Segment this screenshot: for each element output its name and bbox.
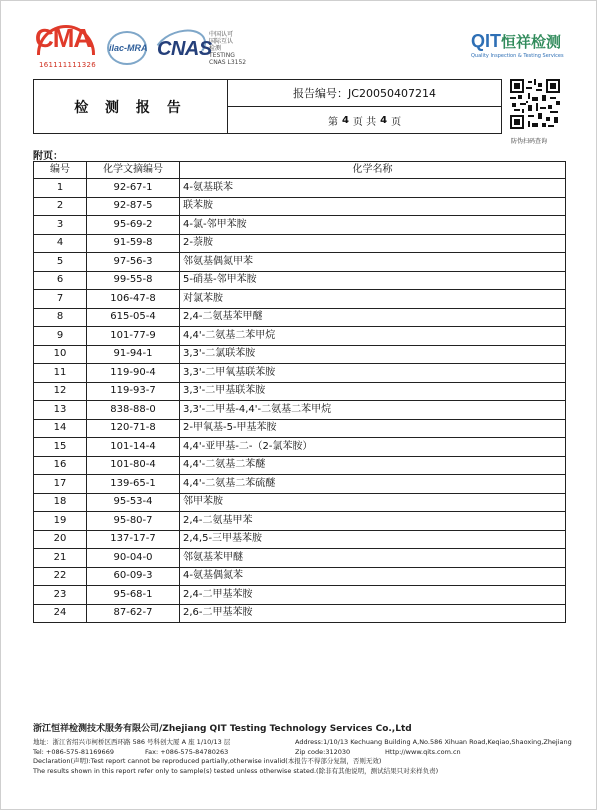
table-row [34, 549, 566, 568]
footer-fax: Fax: +086-575-84780263 [145, 747, 229, 756]
row-number: 14 [34, 419, 87, 438]
row-chemical-name: 5-硝基-邻甲苯胺 [180, 271, 566, 290]
row-cas-number: 101-14-4 [87, 438, 180, 457]
row-cas-number: 91-94-1 [87, 345, 180, 364]
row-chemical-name: 4,4'-二氨基二苯醚 [180, 456, 566, 475]
row-chemical-name: 2,4,5-三甲基苯胺 [180, 530, 566, 549]
cnas-line: CNAS L3152 [209, 59, 247, 66]
report-header-box [33, 79, 502, 134]
row-cas-number: 95-80-7 [87, 512, 180, 531]
qr-caption: 防伪扫码查询 [511, 138, 548, 145]
row-number: 8 [34, 308, 87, 327]
footer-tel: Tel: +086-575-81169669 [33, 747, 114, 756]
table-row [34, 216, 566, 235]
row-number: 12 [34, 382, 87, 401]
table-row [34, 327, 566, 346]
row-chemical-name: 2-萘胺 [180, 234, 566, 253]
row-number: 3 [34, 216, 87, 235]
footer-web: Http://www.qits.com.cn [385, 747, 461, 756]
report-number [228, 80, 501, 107]
footer-declaration: Declaration(声明):Test report cannot be reproduced partially,otherwise invalid(本报告不得部分复制，否则无效) [33, 757, 382, 765]
chemical-table-body [34, 179, 566, 623]
cnas-line: 检测 [209, 45, 222, 52]
table-row [34, 364, 566, 383]
table-row [34, 382, 566, 401]
cnas-line: 中国认可 [209, 31, 234, 38]
row-number: 10 [34, 345, 87, 364]
row-chemical-name: 4,4'-亚甲基-二-（2-氯苯胺） [180, 438, 566, 457]
row-number: 2 [34, 197, 87, 216]
row-number: 20 [34, 530, 87, 549]
footer-address-cn: 地址：浙江省绍兴市柯桥区西环路 586 号科创大厦 A 座 1/10/13 层 [33, 738, 231, 746]
row-chemical-name: 2,4-二甲基苯胺 [180, 586, 566, 605]
table-header-row [34, 162, 566, 179]
row-chemical-name: 4-氯-邻甲苯胺 [180, 216, 566, 235]
table-row [34, 456, 566, 475]
row-chemical-name: 2,4-二氨基甲苯 [180, 512, 566, 531]
footer-results-note: The results shown in this report refer only to sample(s) tested unless otherwise stated.(除非有其他说明，测试结果只对来样负责) [33, 766, 439, 775]
row-chemical-name: 2,6-二甲基苯胺 [180, 604, 566, 623]
report-number-label: 报告编号： [293, 87, 349, 100]
row-number: 9 [34, 327, 87, 346]
table-row [34, 308, 566, 327]
row-number: 17 [34, 475, 87, 494]
row-cas-number: 119-93-7 [87, 382, 180, 401]
cnas-line: TESTING [209, 52, 235, 59]
row-chemical-name: 邻氨基苯甲醚 [180, 549, 566, 568]
row-cas-number: 99-55-8 [87, 271, 180, 290]
page-prefix: 第 [327, 116, 338, 128]
row-number: 1 [34, 179, 87, 198]
footer-address-row [33, 738, 573, 748]
page-indicator [228, 107, 501, 133]
table-row [34, 512, 566, 531]
table-row [34, 234, 566, 253]
row-cas-number: 95-69-2 [87, 216, 180, 235]
cma-logo-text: CMA [35, 23, 92, 53]
cma-number: 161111111326 [39, 61, 97, 69]
row-cas-number: 87-62-7 [87, 604, 180, 623]
page-mid: 页 共 [352, 116, 377, 128]
column-header-number: 编号 [34, 162, 87, 179]
report-number-value: JC20050407214 [348, 86, 436, 100]
row-number: 21 [34, 549, 87, 568]
row-cas-number: 92-87-5 [87, 197, 180, 216]
footer-contact-row [33, 748, 573, 758]
row-cas-number: 137-17-7 [87, 530, 180, 549]
footer-address-en: Address:1/10/13 Kechuang Building A,No.586 Xihuan Road,Keqiao,Shaoxing,Zhejiang [295, 738, 572, 746]
row-chemical-name: 4-氨基偶氮苯 [180, 567, 566, 586]
row-number: 5 [34, 253, 87, 272]
cnas-accreditation-text [209, 31, 246, 66]
row-chemical-name: 3,3'-二甲基联苯胺 [180, 382, 566, 401]
row-number: 7 [34, 290, 87, 309]
page-total: 4 [380, 114, 388, 126]
row-cas-number: 139-65-1 [87, 475, 180, 494]
table-row [34, 345, 566, 364]
row-number: 19 [34, 512, 87, 531]
qr-code-icon[interactable] [510, 79, 560, 129]
table-row [34, 197, 566, 216]
cma-logo [35, 23, 97, 71]
qit-logo-name [471, 31, 564, 52]
row-cas-number: 95-53-4 [87, 493, 180, 512]
table-row [34, 586, 566, 605]
row-cas-number: 120-71-8 [87, 419, 180, 438]
row-number: 11 [34, 364, 87, 383]
row-number: 16 [34, 456, 87, 475]
row-cas-number: 91-59-8 [87, 234, 180, 253]
qit-name: 恒祥检测 [501, 33, 562, 51]
row-chemical-name: 4,4'-二氨基二苯硫醚 [180, 475, 566, 494]
table-row [34, 401, 566, 420]
page-current: 4 [341, 114, 349, 126]
row-chemical-name: 邻氨基偶氮甲苯 [180, 253, 566, 272]
table-row [34, 253, 566, 272]
row-cas-number: 615-05-4 [87, 308, 180, 327]
cnas-line: 国际互认 [209, 38, 234, 45]
report-title: 检 测 报 告 [34, 80, 228, 133]
table-row [34, 438, 566, 457]
ilac-mra-logo [103, 31, 151, 67]
row-number: 13 [34, 401, 87, 420]
row-number: 23 [34, 586, 87, 605]
row-number: 18 [34, 493, 87, 512]
appendix-label: 附页： [33, 151, 63, 162]
table-row [34, 530, 566, 549]
row-chemical-name: 3,3'-二甲基-4,4'-二氨基二苯甲烷 [180, 401, 566, 420]
column-header-cas: 化学文摘编号 [87, 162, 180, 179]
row-chemical-name: 3,3'-二氯联苯胺 [180, 345, 566, 364]
table-row [34, 604, 566, 623]
row-chemical-name: 2-甲氧基-5-甲基苯胺 [180, 419, 566, 438]
row-cas-number: 90-04-0 [87, 549, 180, 568]
footer-zip: Zip code:312030 [295, 747, 351, 756]
row-number: 6 [34, 271, 87, 290]
row-cas-number: 101-80-4 [87, 456, 180, 475]
row-cas-number: 106-47-8 [87, 290, 180, 309]
qit-tagline: Quality Inspection & Testing Services [471, 53, 564, 59]
cnas-logo [153, 29, 212, 69]
row-chemical-name: 2,4-二氨基苯甲醚 [180, 308, 566, 327]
ilac-logo-text: ilac-MRA [109, 43, 148, 53]
table-row [34, 179, 566, 198]
row-cas-number: 95-68-1 [87, 586, 180, 605]
footer [33, 721, 573, 776]
table-row [34, 419, 566, 438]
row-chemical-name: 邻甲苯胺 [180, 493, 566, 512]
table-row [34, 290, 566, 309]
row-cas-number: 92-67-1 [87, 179, 180, 198]
cnas-logo-text: CNAS [157, 38, 212, 60]
page-suffix: 页 [391, 116, 402, 128]
row-chemical-name: 4,4'-二氨基二苯甲烷 [180, 327, 566, 346]
row-number: 24 [34, 604, 87, 623]
qit-logo [471, 31, 564, 59]
row-cas-number: 97-56-3 [87, 253, 180, 272]
row-number: 4 [34, 234, 87, 253]
table-row [34, 475, 566, 494]
table-row [34, 271, 566, 290]
column-header-chemical-name: 化学名称 [180, 162, 566, 179]
table-row [34, 567, 566, 586]
row-number: 15 [34, 438, 87, 457]
row-chemical-name: 4-氨基联苯 [180, 179, 566, 198]
qit-prefix: QIT [471, 31, 501, 51]
row-chemical-name: 联苯胺 [180, 197, 566, 216]
row-cas-number: 60-09-3 [87, 567, 180, 586]
row-cas-number: 838-88-0 [87, 401, 180, 420]
row-cas-number: 119-90-4 [87, 364, 180, 383]
chemical-table [33, 161, 566, 623]
row-chemical-name: 对氯苯胺 [180, 290, 566, 309]
row-cas-number: 101-77-9 [87, 327, 180, 346]
row-chemical-name: 3,3'-二甲氧基联苯胺 [180, 364, 566, 383]
row-number: 22 [34, 567, 87, 586]
footer-company: 浙江恒祥检测技术服务有限公司/Zhejiang QIT Testing Technology Services Co.,Ltd [33, 724, 412, 734]
table-row [34, 493, 566, 512]
